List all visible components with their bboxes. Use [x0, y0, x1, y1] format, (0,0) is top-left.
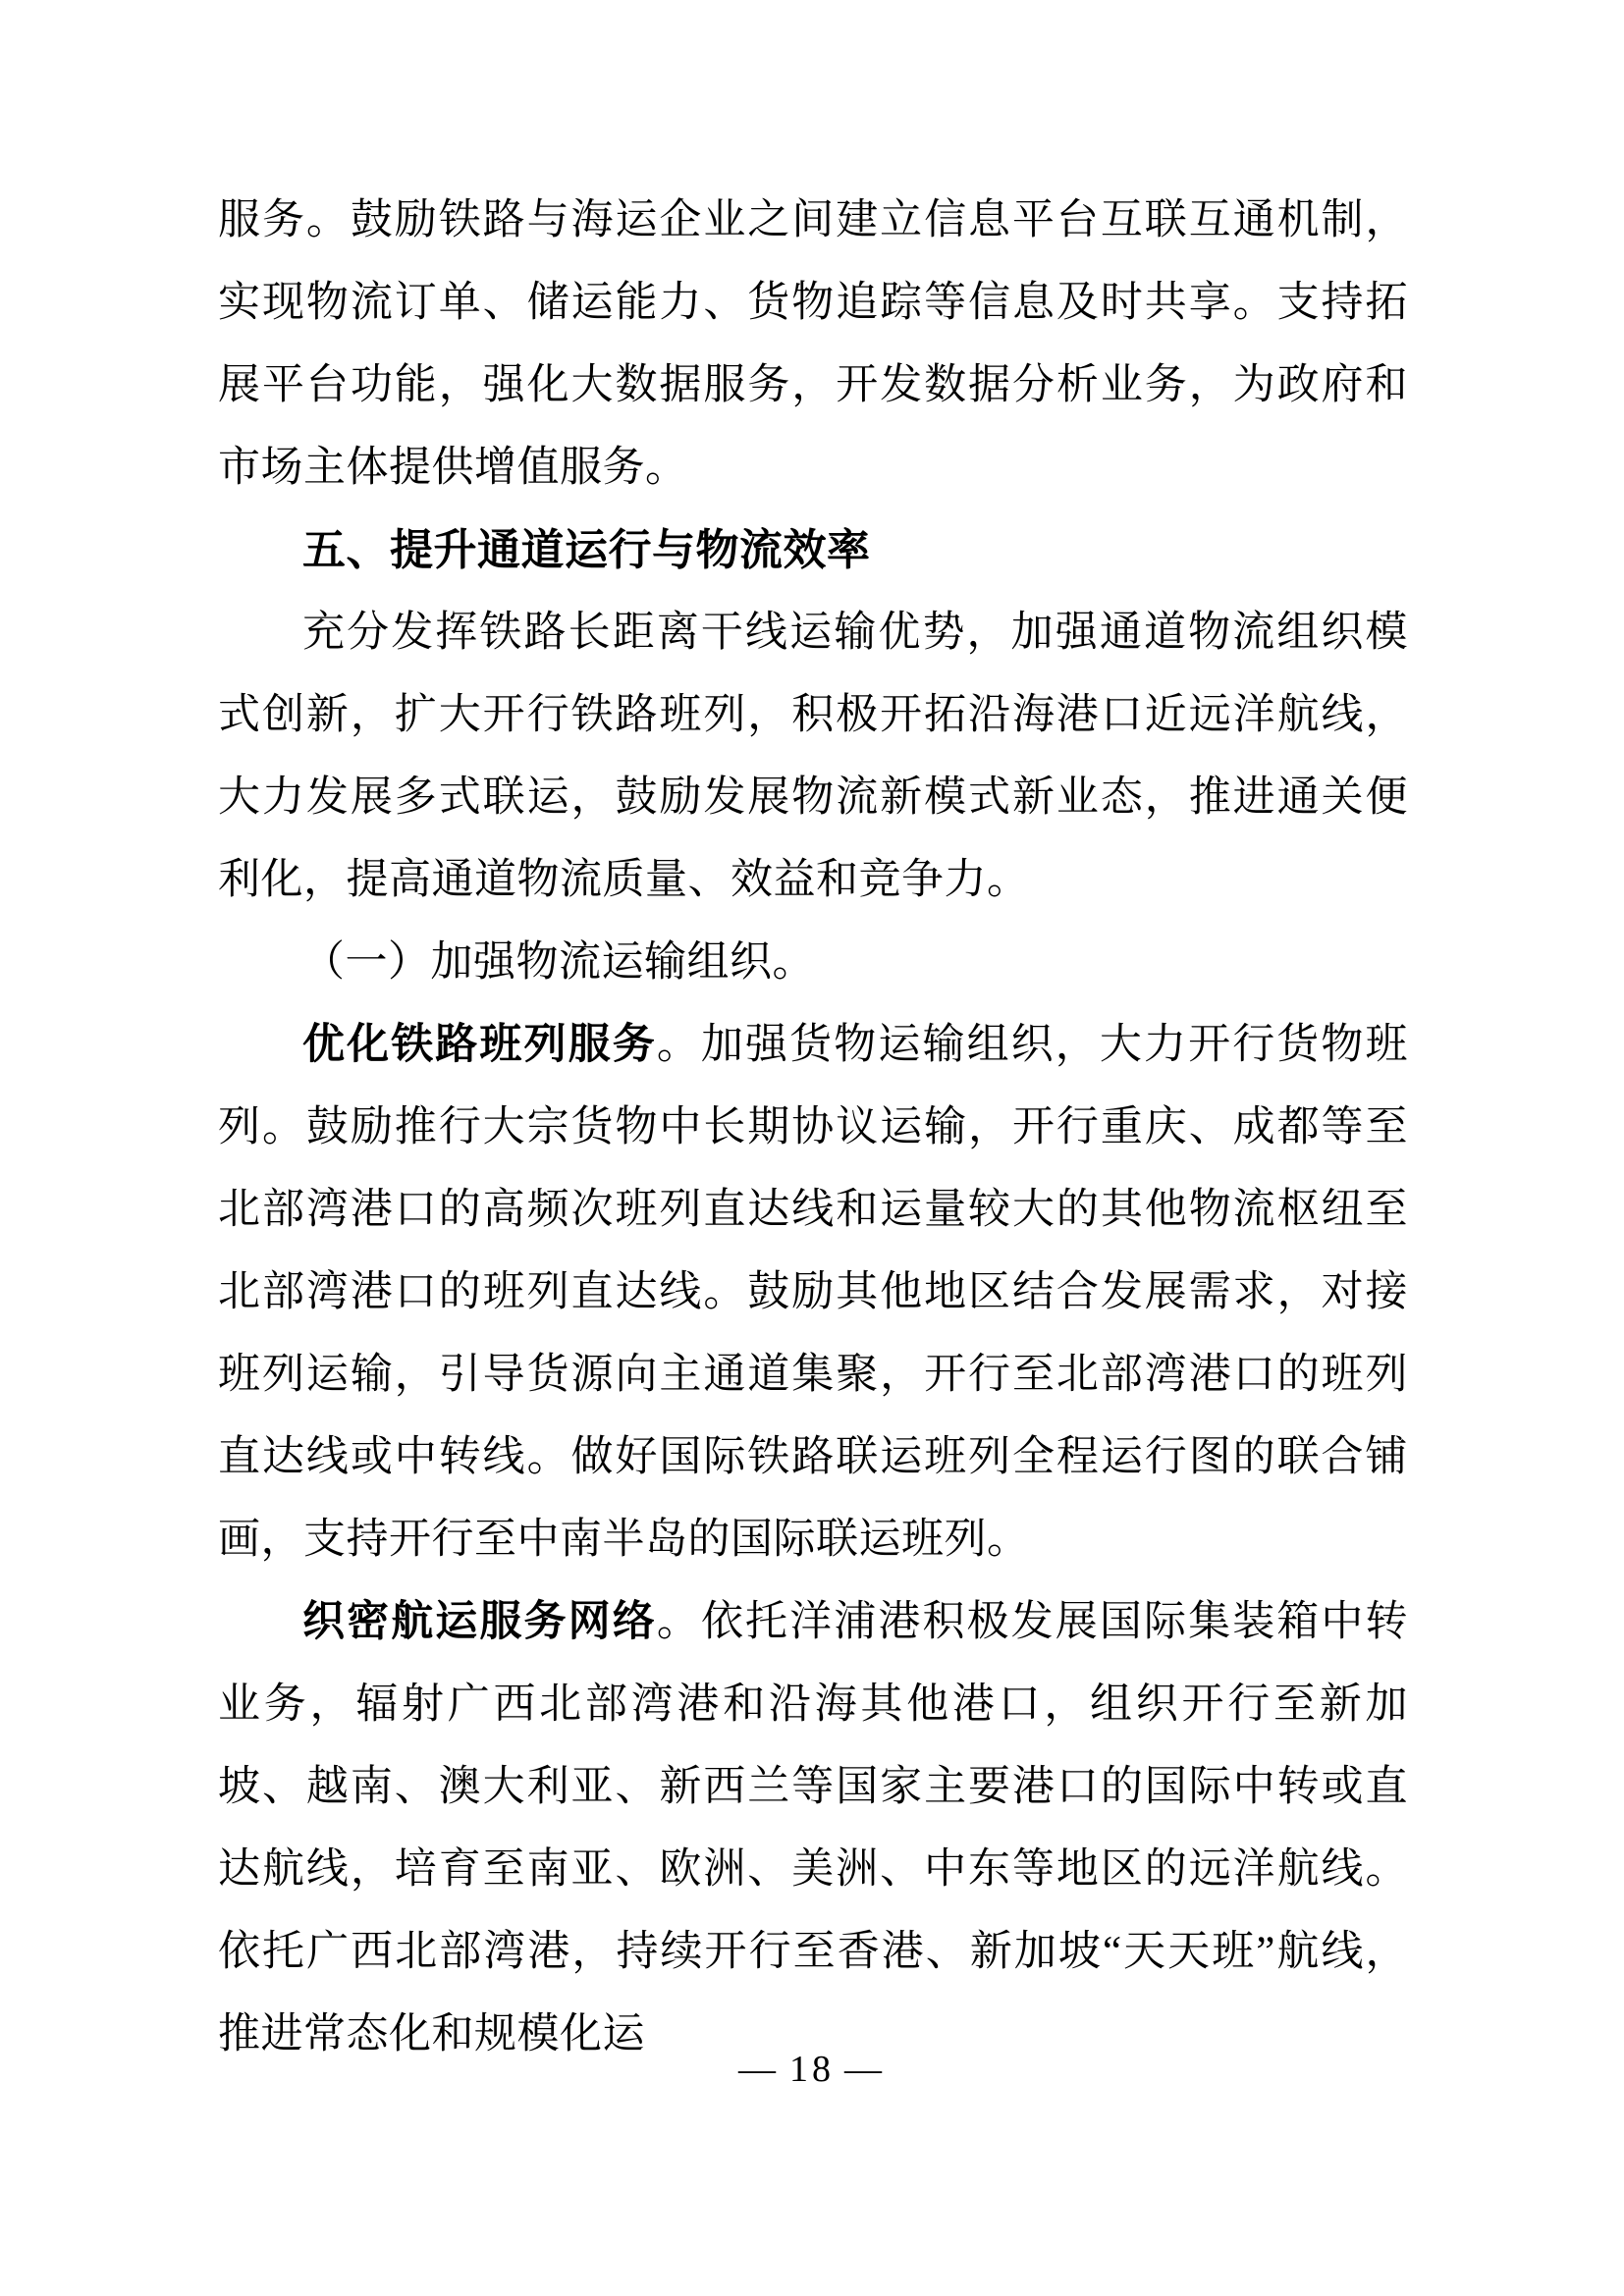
- paragraph-body-rail-train-service: 。加强货物运输组织，大力开行货物班列。鼓励推行大宗货物中长期协议运输，开行重庆、成都等至北部湾港口的高频次班列直达线和运量较大的其他物流枢纽至北部湾港口的班列直达线。鼓励其他地区结合发展需求，对接班列运输，引导货源向主通道集聚，开行至北部湾港口的班列直达线或中转线。做好国际铁路联运班列全程运行图的联合铺画，支持开行至中南半岛的国际联运班列。: [218, 1022, 1409, 1563]
- paragraph-rail-train-service: [218, 1004, 1408, 1581]
- subsection-heading-one: （一）加强物流运输组织。: [302, 939, 815, 986]
- paragraph-lead-rail-train-service: 优化铁路班列服务: [302, 1022, 657, 1068]
- paragraph-section-intro: 充分发挥铁路长距离干线运输优势，加强通道物流组织模式创新，扩大开行铁路班列，积极开拓沿海港口近远洋航线，大力发展多式联运，鼓励发展物流新模式新业态，推进通关便利化，提高通道物流质量、效益和竞争力。: [218, 610, 1408, 903]
- paragraph-continued-services: 服务。鼓励铁路与海运企业之间建立信息平台互联互通机制，实现物流订单、储运能力、货物追踪等信息及时共享。支持拓展平台功能，强化大数据服务，开发数据分析业务，为政府和市场主体提供增值服务。: [218, 197, 1408, 491]
- paragraph-shipping-network: [218, 1581, 1408, 2076]
- page-footer: [0, 2048, 1624, 2091]
- page-number: 18: [789, 2049, 835, 2090]
- footer-dash-right: —: [844, 2049, 886, 2090]
- section-heading-five: 五、提升通道运行与物流效率: [302, 526, 871, 574]
- paragraph-body-shipping-network: 。依托洋浦港积极发展国际集装箱中转业务，辐射广西北部湾港和沿海其他港口，组织开行至新加坡、越南、澳大利亚、新西兰等国家主要港口的国际中转或直达航线，培育至南亚、欧洲、美洲、中东等地区的远洋航线。依托广西北部湾港，持续开行至香港、新加坡“天天班”航线，推进常态化和规模化运: [218, 1599, 1409, 2057]
- paragraph-lead-shipping-network: 织密航运服务网络: [302, 1599, 657, 1645]
- page-content: [218, 180, 1408, 2076]
- footer-dash-left: —: [738, 2049, 780, 2090]
